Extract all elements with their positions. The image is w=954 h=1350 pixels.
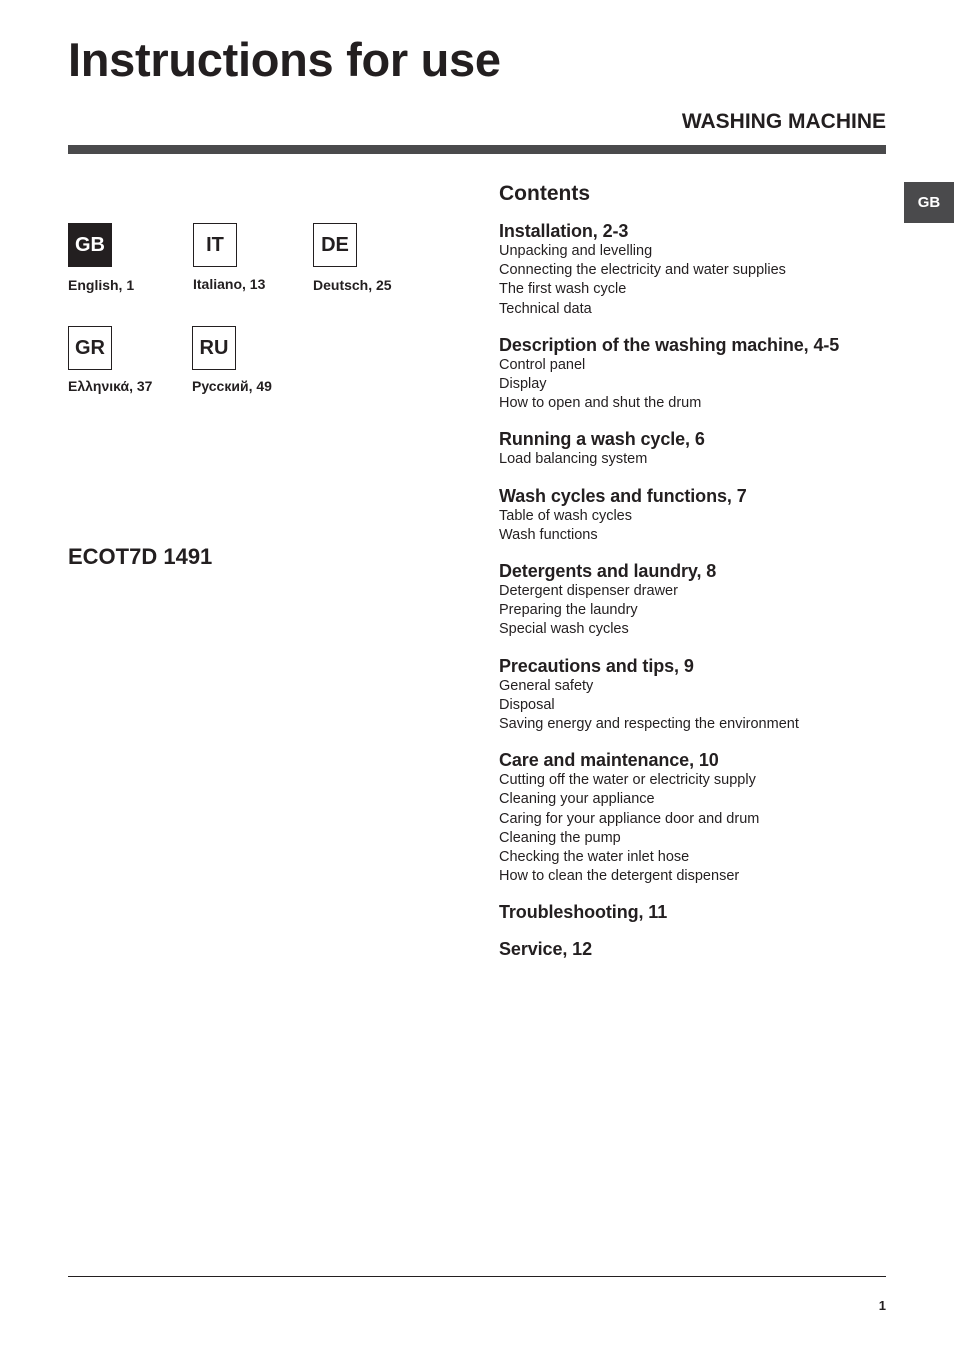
toc-section-wash-cycles — [499, 486, 899, 545]
toc-item[interactable]: General safety — [499, 677, 594, 694]
toc-item[interactable]: Caring for your appliance door and drum — [499, 810, 760, 827]
contents-heading: Contents — [499, 182, 590, 205]
toc-item[interactable]: Disposal — [499, 696, 555, 713]
table-of-contents — [499, 180, 899, 976]
toc-section-title[interactable]: Running a wash cycle, 6 — [499, 429, 705, 450]
toc-item[interactable]: Technical data — [499, 300, 592, 317]
toc-section-description — [499, 335, 899, 414]
language-label: Русский, 49 — [192, 378, 272, 394]
toc-section-title[interactable]: Detergents and laundry, 8 — [499, 561, 717, 582]
toc-item[interactable]: Control panel — [499, 356, 586, 373]
header-rule — [68, 145, 886, 154]
toc-section-title[interactable]: Care and maintenance, 10 — [499, 750, 719, 771]
language-label: Deutsch, 25 — [313, 277, 392, 293]
toc-section-detergents — [499, 561, 899, 640]
toc-section-title[interactable]: Service, 12 — [499, 939, 592, 960]
language-gr[interactable] — [68, 326, 208, 395]
language-label: English, 1 — [68, 277, 135, 293]
toc-section-title[interactable]: Description of the washing machine, 4-5 — [499, 334, 840, 355]
toc-item[interactable]: Table of wash cycles — [499, 507, 632, 524]
toc-item[interactable]: Cleaning the pump — [499, 829, 621, 846]
language-gb[interactable] — [68, 223, 208, 294]
language-label: Italiano, 13 — [193, 276, 266, 292]
toc-item[interactable]: Cleaning your appliance — [499, 791, 655, 808]
toc-section-title[interactable]: Wash cycles and functions, 7 — [499, 485, 747, 506]
toc-section-troubleshooting — [499, 902, 899, 923]
page-number: 1 — [878, 1298, 886, 1313]
language-de[interactable] — [313, 223, 453, 294]
language-side-tab: GB — [904, 182, 954, 223]
toc-section-title[interactable]: Troubleshooting, 11 — [499, 902, 668, 923]
toc-section-service — [499, 939, 899, 960]
toc-section-running — [499, 429, 899, 469]
model-number: ECOT7D 1491 — [68, 544, 213, 569]
toc-item[interactable]: Saving energy and respecting the environment — [499, 716, 799, 733]
toc-section-title[interactable]: Precautions and tips, 9 — [499, 655, 694, 676]
language-code-badge: RU — [192, 326, 236, 370]
toc-item[interactable]: The first wash cycle — [499, 281, 627, 298]
toc-item[interactable]: Cutting off the water or electricity supply — [499, 772, 756, 789]
toc-item[interactable]: Detergent dispenser drawer — [499, 583, 678, 600]
language-it[interactable] — [193, 223, 333, 293]
toc-item[interactable]: Wash functions — [499, 526, 598, 543]
toc-section-care — [499, 750, 899, 886]
toc-item[interactable]: Special wash cycles — [499, 621, 629, 638]
language-ru[interactable] — [192, 326, 332, 395]
toc-section-title[interactable]: Installation, 2-3 — [499, 221, 629, 241]
language-code-badge: DE — [313, 223, 357, 267]
language-code-badge: IT — [193, 223, 237, 267]
toc-item[interactable]: Checking the water inlet hose — [499, 849, 690, 866]
toc-section-installation — [499, 221, 899, 319]
toc-item[interactable]: Preparing the laundry — [499, 602, 638, 619]
language-label: Ελληνικά, 37 — [68, 378, 153, 394]
language-code-badge: GR — [68, 326, 112, 370]
toc-item[interactable]: Connecting the electricity and water supplies — [499, 262, 786, 279]
product-type: WASHING MACHINE — [681, 110, 886, 133]
toc-item[interactable]: How to clean the detergent dispenser — [499, 868, 740, 885]
language-code-badge: GB — [68, 223, 112, 267]
toc-item[interactable]: How to open and shut the drum — [499, 395, 702, 412]
page-title: Instructions for use — [68, 33, 501, 86]
toc-item[interactable]: Load balancing system — [499, 451, 648, 468]
toc-section-precautions — [499, 656, 899, 735]
toc-item[interactable]: Display — [499, 376, 547, 393]
footer-rule — [68, 1276, 886, 1277]
toc-item[interactable]: Unpacking and levelling — [499, 243, 653, 259]
